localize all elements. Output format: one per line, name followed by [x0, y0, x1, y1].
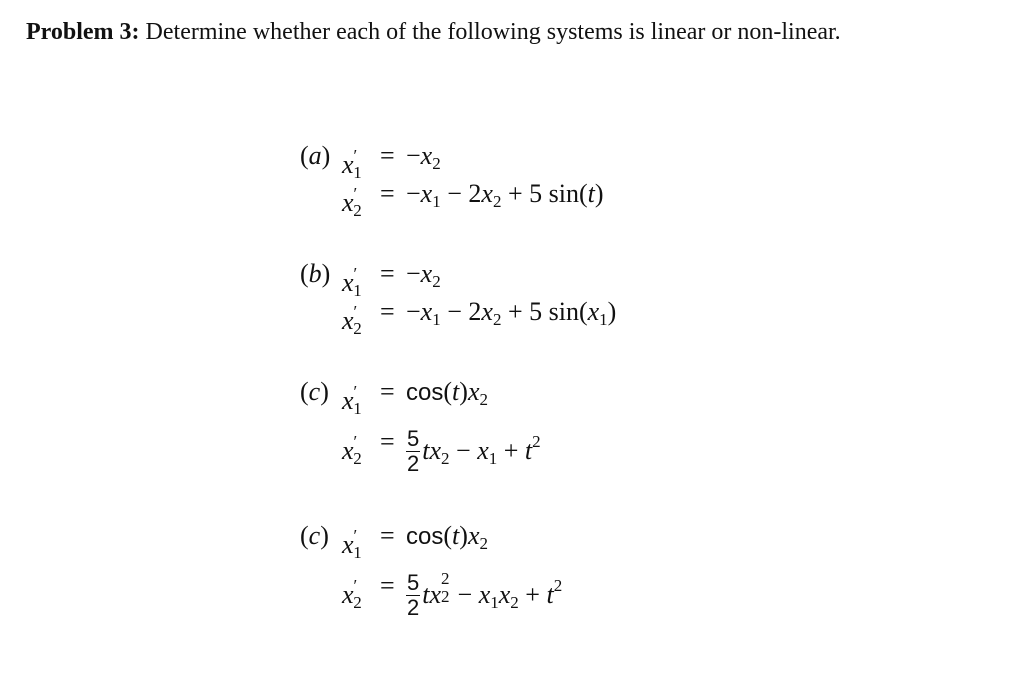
rhs-eq1: $\cos(t)x_2$	[406, 521, 488, 553]
equals-sign: =	[380, 297, 395, 326]
rhs-eq1: $-x_2$	[406, 259, 441, 291]
problem-label: Problem 3:	[26, 19, 140, 45]
rhs-eq2: $-x_1 - 2x_2 + 5$ sin(t)	[406, 179, 604, 211]
lhs-x2-prime: $x'_2$	[342, 576, 362, 612]
lhs-x1-prime: $x'_1$	[342, 526, 362, 562]
lhs-x1-prime: $x'_1$	[342, 382, 362, 418]
equals-sign: =	[380, 377, 395, 406]
rhs-eq1: $-x_2$	[406, 141, 441, 173]
rhs-eq1: $\cos(t)x_2$	[406, 377, 488, 409]
system-tag: (a)	[300, 141, 331, 170]
rhs-eq2: $\frac{5}{2}$ tx 2 2 − $x_1x_2 + t^2$	[407, 569, 563, 620]
equals-sign: =	[380, 259, 395, 288]
lhs-x2-prime: $x'_2$	[342, 302, 362, 338]
lhs-x2-prime: $x'_2$	[342, 432, 362, 468]
lhs-x2-prime: $x'_2$	[342, 184, 362, 220]
fraction-five-halves: $\frac{5}{2}$	[407, 569, 420, 620]
equals-sign: =	[380, 521, 395, 550]
equals-sign: =	[380, 179, 395, 208]
equals-sign: =	[380, 427, 395, 456]
problem-text: Determine whether each of the following systems is linear or non-linear.	[139, 19, 841, 45]
rhs-eq2: $-x_1 - 2x_2 + 5$ $\sin(x_1)$	[406, 297, 617, 329]
system-tag: (c)	[300, 377, 329, 406]
lhs-x1-prime: $x'_1$	[342, 264, 362, 300]
rhs-eq2: $\frac{5}{2}$ $tx_2 - x_1 + t^2$	[407, 425, 541, 476]
lhs-x1-prime: $x'_1$	[342, 146, 362, 182]
fraction-five-halves: $\frac{5}{2}$	[407, 425, 420, 476]
problem-statement	[26, 14, 986, 50]
equals-sign: =	[380, 571, 395, 600]
system-tag: (b)	[300, 259, 331, 288]
equals-sign: =	[380, 141, 395, 170]
system-tag: (c)	[300, 521, 329, 550]
